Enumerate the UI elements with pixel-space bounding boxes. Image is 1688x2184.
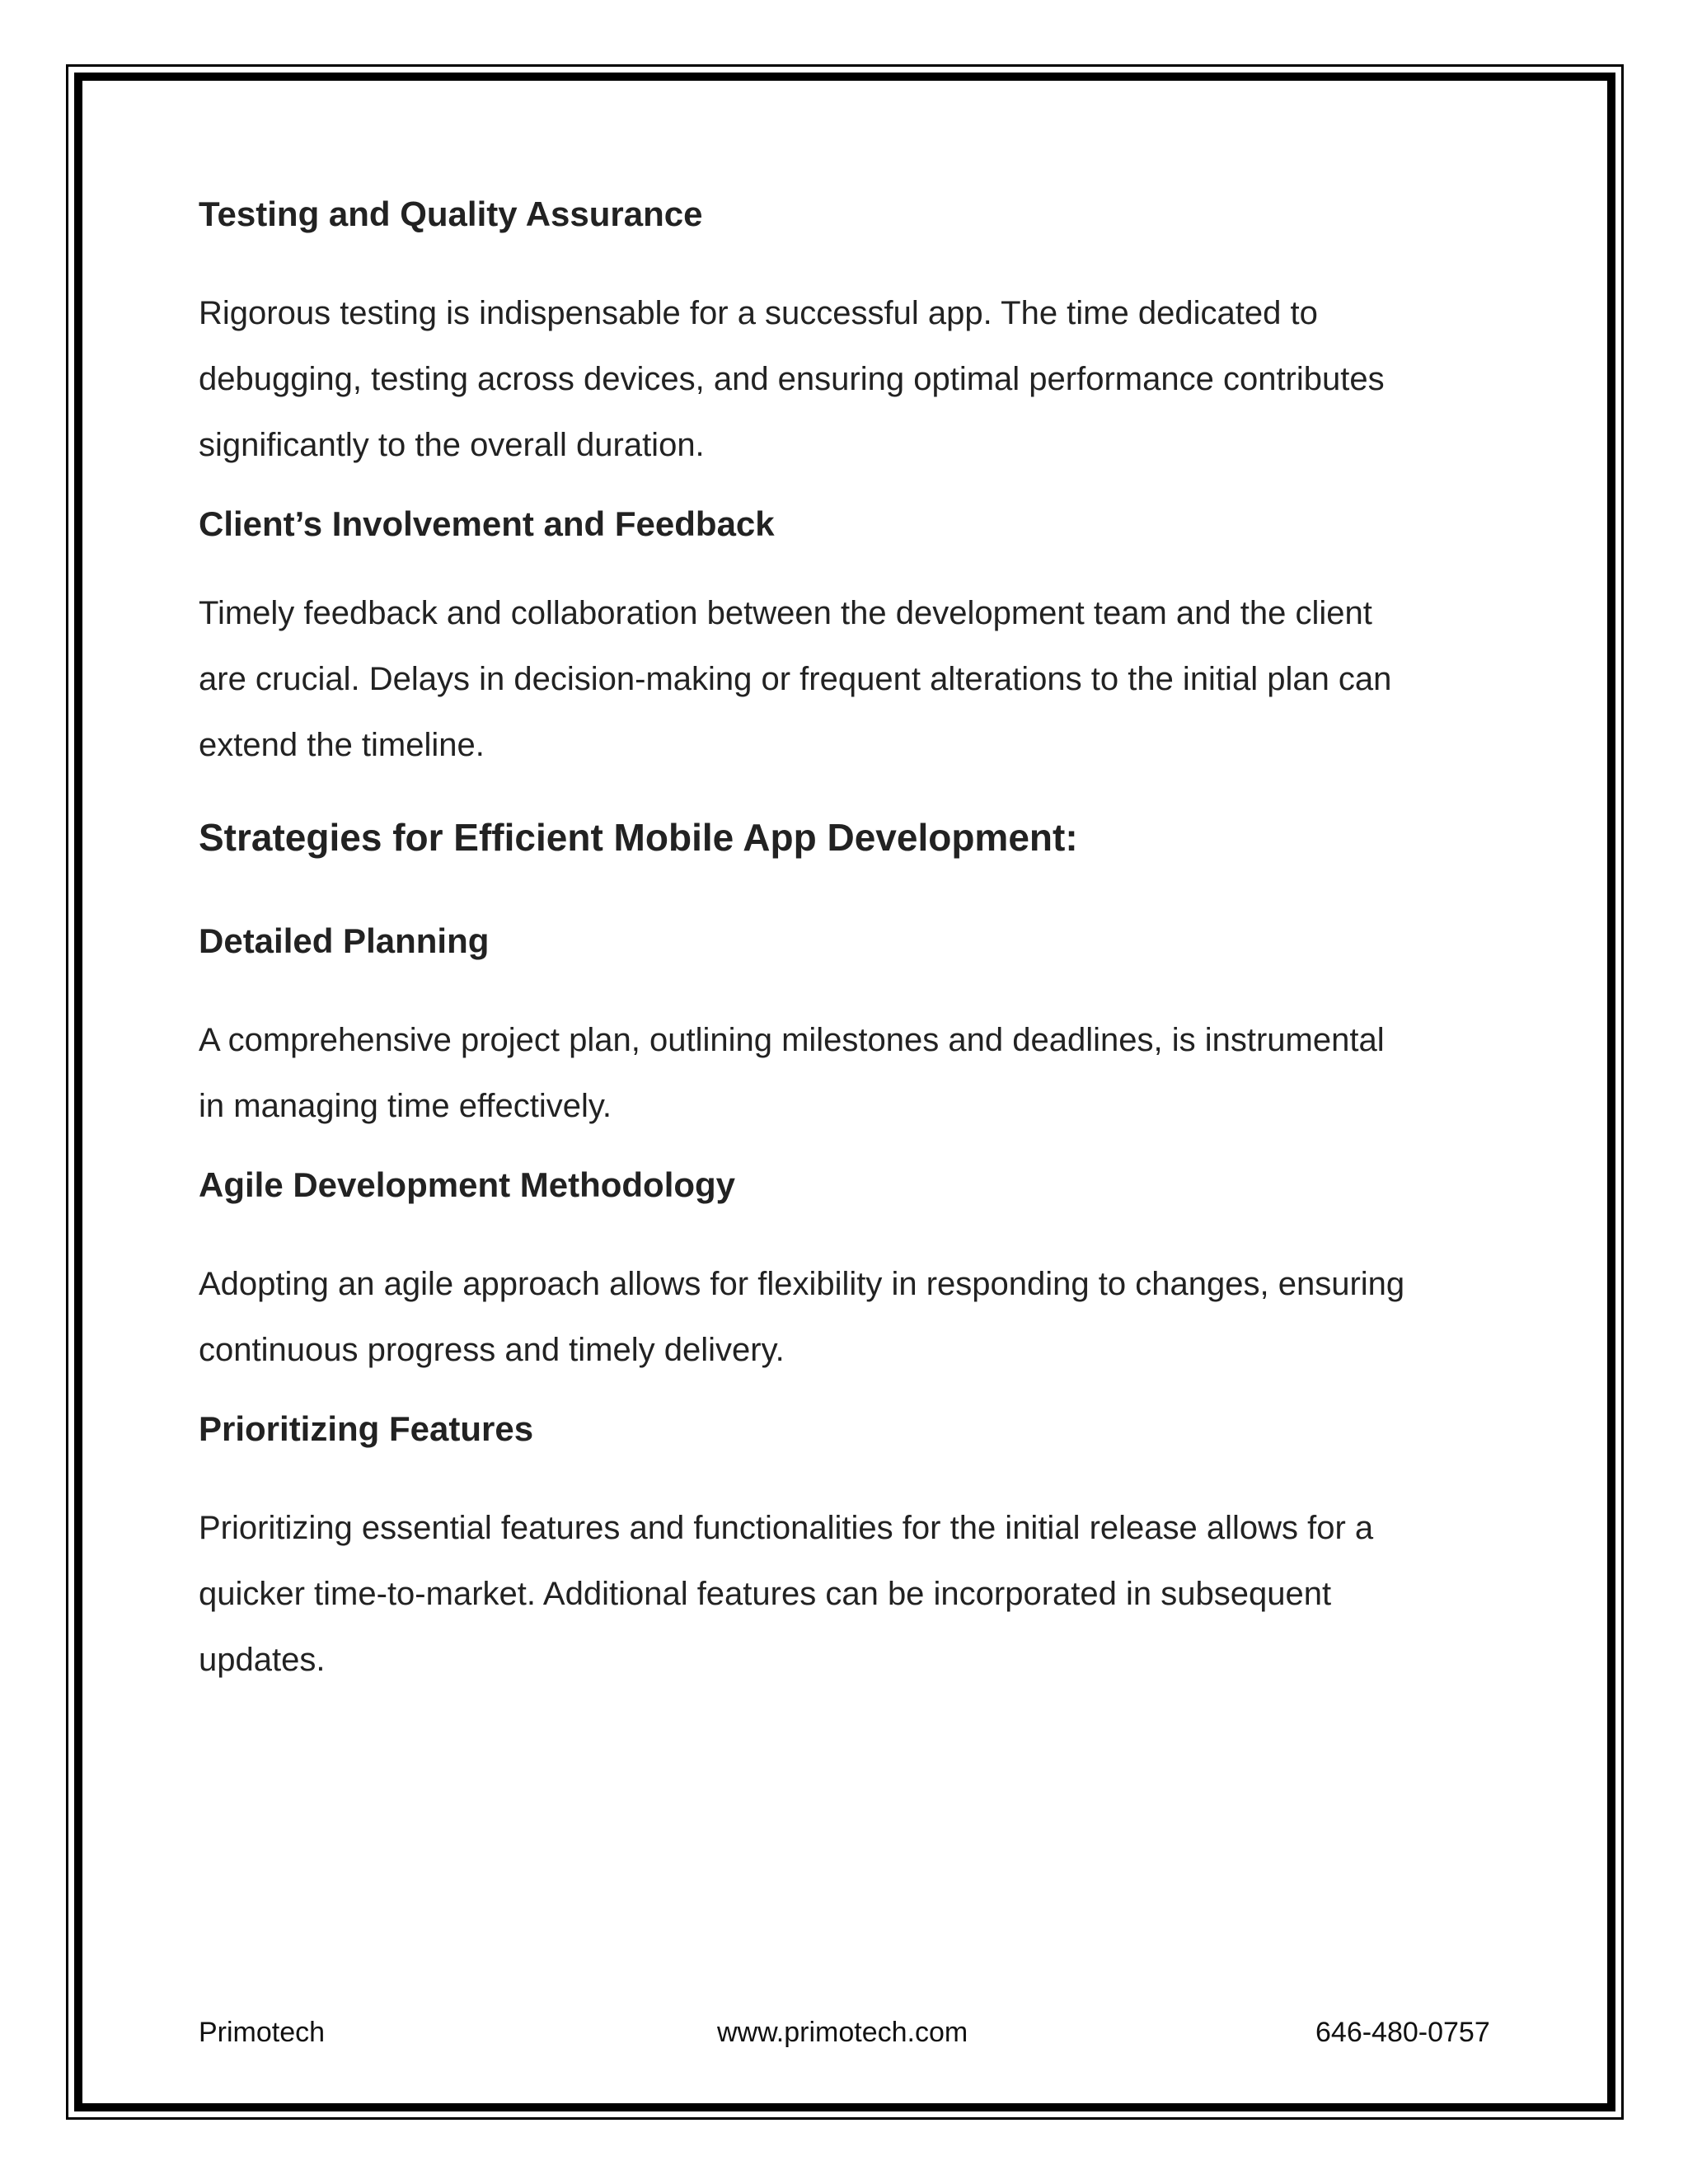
body-line: A comprehensive project plan, outlining milestones and deadlines, is instrumental [199,1022,1385,1058]
strategy-heading-prioritizing-features: Prioritizing Features [199,1409,534,1448]
body-line: Prioritizing essential features and functionalities for the initial release allows for a [199,1510,1374,1546]
body-line: significantly to the overall duration. [199,427,705,463]
body-line: Adopting an agile approach allows for flexibility in responding to changes, ensuring [199,1266,1405,1302]
strategy-heading-agile: Agile Development Methodology [199,1165,736,1204]
page-content [199,191,1501,1693]
body-line: Timely feedback and collaboration between the development team and the client [199,595,1372,631]
body-line: updates. [199,1642,326,1678]
section-heading-client-involvement: Client’s Involvement and Feedback [199,504,775,543]
body-line: debugging, testing across devices, and ensuring optimal performance contributes [199,361,1385,397]
section-heading-testing: Testing and Quality Assurance [199,194,703,233]
strategy-heading-detailed-planning: Detailed Planning [199,921,490,960]
body-line: quicker time-to-market. Additional features can be incorporated in subsequent [199,1576,1332,1612]
footer-website: www.primotech.com [717,2017,968,2048]
body-line: Rigorous testing is indispensable for a successful app. The time dedicated to [199,295,1318,331]
body-line: are crucial. Delays in decision-making or frequent alterations to the initial plan can [199,661,1392,697]
section-body-testing [199,280,1501,478]
strategy-body-agile [199,1251,1501,1383]
footer-phone: 646-480-0757 [1315,2017,1490,2048]
body-line: extend the timeline. [199,727,485,763]
body-line: in managing time effectively. [199,1088,612,1124]
footer-company: Primotech [199,2017,326,2048]
body-line: continuous progress and timely delivery. [199,1332,785,1368]
strategy-body-prioritizing-features [199,1495,1501,1693]
strategy-body-detailed-planning [199,1007,1501,1139]
strategies-title: Strategies for Efficient Mobile App Development: [199,816,1078,859]
section-body-client-involvement [199,580,1501,778]
